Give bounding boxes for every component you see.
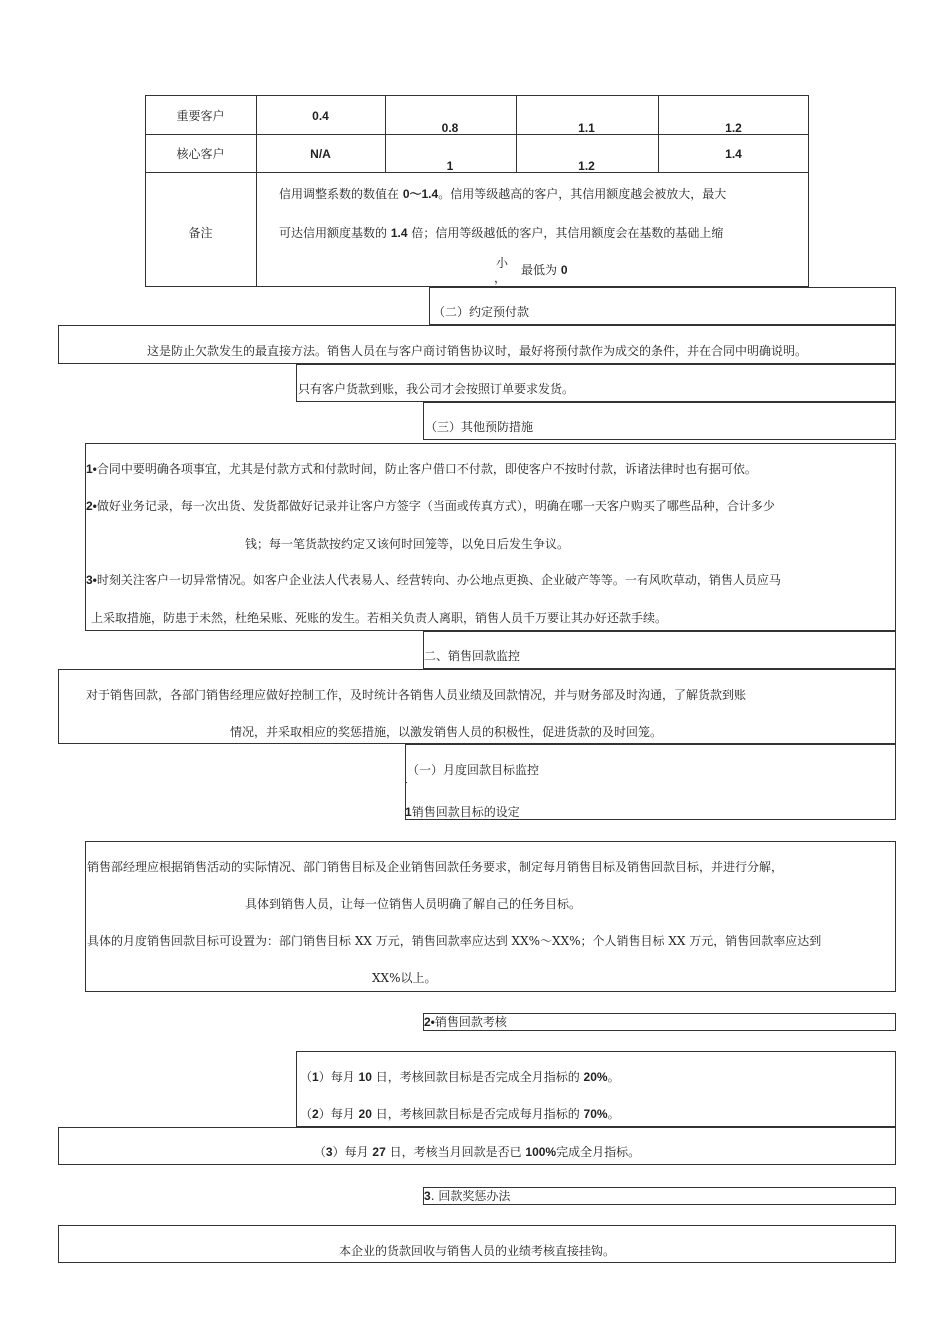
row-label-core: 核心客户 bbox=[176, 147, 225, 161]
measure-item-3a: 3•时刻关注客户一切异常情况。如客户企业法人代表易人、经营转向、办公地点更换、企业破产等等。一有风吹草动，销售人员应马 bbox=[86, 573, 781, 587]
remark-line-3-comma: ， bbox=[494, 271, 507, 285]
monthly-sub1: 1销售回款目标的设定 bbox=[405, 805, 520, 819]
monthly-p1-b: 具体到销售人员，让每一位销售人员明确了解自己的任务目标。 bbox=[245, 897, 582, 911]
cell-core-v1: N/A bbox=[310, 147, 331, 161]
monthly-sub3: 3. 回款奖惩办法 bbox=[424, 1189, 511, 1203]
monthly-sub2: 2•销售回款考核 bbox=[424, 1015, 507, 1029]
cell-core-v4: 1.4 bbox=[725, 147, 742, 161]
measures-heading: （三）其他预防措施 bbox=[425, 420, 534, 434]
measure-item-2b: 钱；每一笔货款按约定又该何时回笼等，以免日后发生争议。 bbox=[245, 537, 570, 551]
monitoring-para-a: 对于销售回款，各部门销售经理应做好控制工作，及时统计各销售人员业绩及回款情况，并与财务部及时沟通，了解货款到账 bbox=[86, 688, 747, 702]
check-2: （2）每月 20 日，考核回款目标是否完成每月指标的 70%。 bbox=[300, 1107, 620, 1121]
prepay-para1: 这是防止欠款发生的最直接方法。销售人员在与客户商讨销售协议时，最好将预付款作为成交的条件，并在合同中明确说明。 bbox=[146, 344, 807, 358]
prepay-heading: （二）约定预付款 bbox=[433, 305, 530, 319]
remark-line-2: 可达信用额度基数的 1.4 倍；信用等级越低的客户，其信用额度会在基数的基础上缩 bbox=[279, 226, 724, 240]
cell-core-v3: 1.2 bbox=[578, 159, 595, 173]
row-label-important: 重要客户 bbox=[176, 109, 225, 123]
measure-item-3b: 上采取措施，防患于未然，杜绝呆账、死账的发生。若相关负责人离职，销售人员千万要让其办好还款手续。 bbox=[91, 611, 668, 625]
cell-important-v2: 0.8 bbox=[441, 121, 459, 135]
final-text: 本企业的货款回收与销售人员的业绩考核直接挂钩。 bbox=[338, 1244, 615, 1258]
monthly-p1-a: 销售部经理应根据销售活动的实际情况、部门销售目标及企业销售回款任务要求，制定每月销售目标及销售回款目标，并进行分解， bbox=[87, 860, 784, 874]
monthly-p2-a: 具体的月度销售回款目标可设置为：部门销售目标 XX 万元，销售回款率应达到 XX%～XX%；个人销售目标 XX 万元，销售回款率应达到 bbox=[87, 934, 822, 948]
remark-line-1: 信用调整系数的数值在 0～1.4。信用等级越高的客户，其信用额度越会被放大，最大 bbox=[279, 187, 727, 201]
monthly-p2-b: XX%以上。 bbox=[372, 971, 437, 985]
check-3: （3）每月 27 日，考核当月回款是否已 100%完成全月指标。 bbox=[313, 1145, 641, 1159]
monthly-heading: （一）月度回款目标监控 bbox=[407, 763, 540, 777]
remark-line-3-small: 小 bbox=[496, 256, 509, 270]
monitoring-para-b: 情况，并采取相应的奖惩措施，以激发销售人员的积极性，促进货款的及时回笼。 bbox=[230, 725, 663, 739]
monitoring-heading: 二、销售回款监控 bbox=[424, 649, 521, 663]
monthly-divider bbox=[405, 782, 407, 783]
check-1: （1）每月 10 日，考核回款目标是否完成全月指标的 20%。 bbox=[300, 1070, 620, 1084]
cell-important-v1: 0.4 bbox=[312, 109, 329, 123]
cell-important-v4: 1.2 bbox=[725, 121, 742, 135]
prepay-para2: 只有客户货款到账，我公司才会按照订单要求发货。 bbox=[298, 382, 575, 396]
cell-important-v3: 1.1 bbox=[578, 121, 595, 135]
cell-core-v2: 1 bbox=[446, 159, 454, 173]
remark-label: 备注 bbox=[188, 226, 213, 240]
remark-line-3: 最低为 0 bbox=[521, 263, 568, 277]
measure-item-2a: 2•做好业务记录，每一次出货、发货都做好记录并让客户方签字（当面或传真方式），明确在哪一天客户购买了哪些品种，合计多少 bbox=[86, 499, 775, 513]
measure-item-1: 1•合同中要明确各项事宜，尤其是付款方式和付款时间，防止客户借口不付款，即使客户不按时付款，诉诸法律时也有据可依。 bbox=[86, 462, 757, 476]
